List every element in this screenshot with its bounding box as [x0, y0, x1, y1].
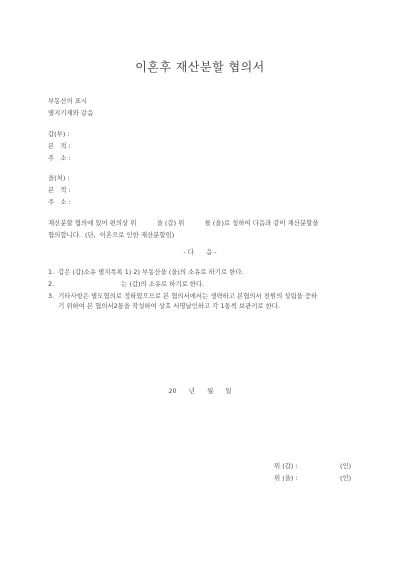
intro-line-1: 재산분할 협의에 있어 편의상 위 을 (갑) 위 를 (을)로 칭하여 다음과 같이 재산분할을	[48, 219, 319, 227]
party-a-name-label: 갑(부) :	[48, 130, 70, 138]
signature-a-label: 위 (갑) :	[274, 462, 298, 470]
party-a-domicile-label: 본 적 :	[48, 142, 71, 150]
signature-b-seal: (인)	[340, 474, 352, 482]
clause-3: 3. 기타사항은 별도협의로 정하였으므로 본 협의서에서는 생략하고 본협의서 전원의 성립을 증하	[48, 292, 318, 300]
clause-1: 1. 갑은 (갑)소유 별지목록 1) 2) 부동산을 (을)의 소유로 하기로 한다.	[48, 268, 244, 276]
property-heading: 부동산의 표시	[48, 97, 88, 105]
signature-b-label: 위 (을) :	[274, 474, 298, 482]
party-b-domicile-label: 본 적 :	[48, 186, 71, 194]
clause-2: 2. 는 (갑)의 소유로 하기로 한다.	[48, 280, 205, 288]
party-b-name-label: 을(처) :	[48, 174, 70, 182]
following-heading: - 다 음 -	[183, 248, 217, 256]
intro-line-2: 협의합니다. (단, 이혼으로 인한 재산분할임)	[48, 231, 175, 239]
property-note: 별지기재와 같음	[48, 109, 94, 117]
document-title: 이혼후 재산분할 협의서	[135, 60, 265, 74]
signature-a-seal: (인)	[340, 462, 352, 470]
date-line: 20 년 월 일	[168, 387, 232, 395]
party-a-address-label: 주 소 :	[48, 154, 71, 162]
clause-3-continued: 기 위하여 본 협의서2통을 작성하여 상호 서명날인하고 각 1통씩 보관키로 한다.	[48, 302, 281, 310]
party-b-address-label: 주 소 :	[48, 198, 71, 206]
